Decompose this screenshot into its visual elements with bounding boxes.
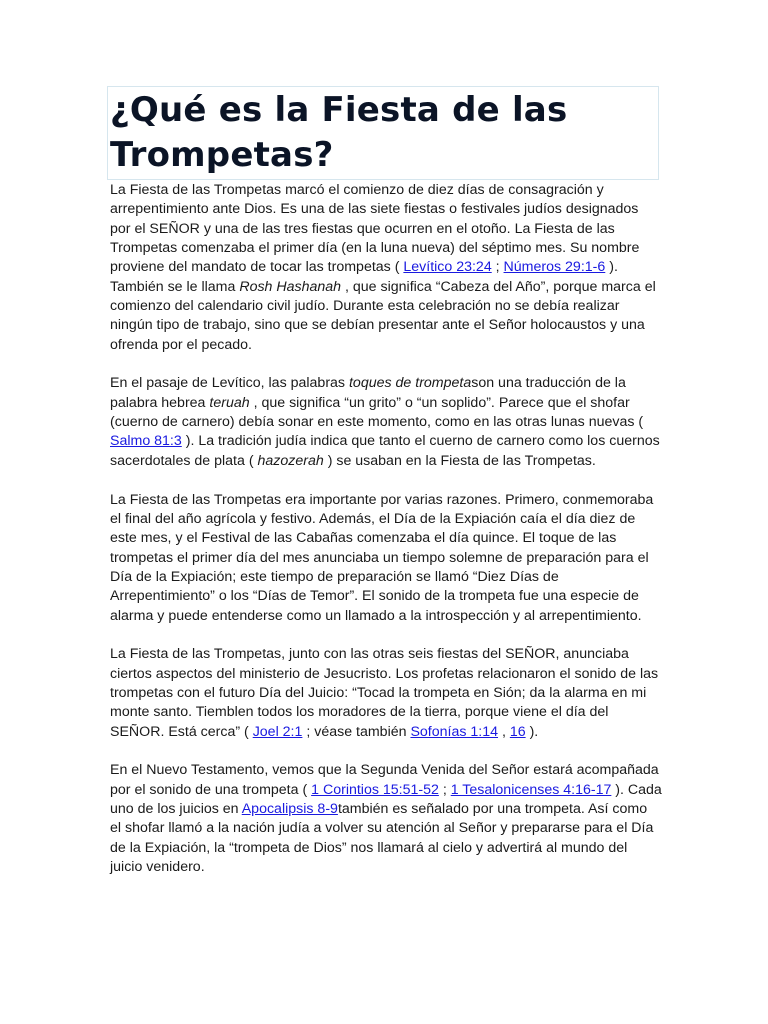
scripture-link-apocalipsis[interactable]: Apocalipsis 8-9 (241, 801, 338, 817)
article-body (110, 181, 662, 877)
paragraph-3 (110, 491, 662, 626)
paragraph-text: , que significa “Cabeza del Año”, porque marca el comienzo del calendario civil judío. Durante esta celebración no se debía realizar ningún tipo de trabajo, sino que se debían presentar ante el Señor holocaustos y una ofrenda por el pecado. (110, 278, 656, 353)
scripture-link-tesalonicenses[interactable]: 1 Tesalonicenses 4:16-17 (450, 781, 612, 798)
paragraph-text: La Fiesta de las Trompetas era importante por varias razones. Primero, conmemoraba el final del año agrícola y festivo. Además, el Día de la Expiación caía el día diez de este mes, y el Festival de las Cabañas comenzaba el día quince. El toque de las trompetas el primer día del mes anunciaba un tiempo solemne de preparación para el Día de la Expiación; este tiempo de preparación se llamó “Diez Días de Arrepentimiento” o los “Días de Temor”. El sonido de la trompeta fue una especie de alarma y puede entenderse como un llamado a la introspección y al arrepentimiento. (110, 491, 654, 624)
italic-term: Rosh Hashanah (239, 278, 342, 295)
paragraph-text: En el Nuevo Testamento, vemos que la Segunda Venida del Señor estará acompañada por el sonido de una trompeta ( (110, 762, 659, 798)
paragraph-text: ). Cada uno de los juicios en (110, 781, 662, 817)
italic-term: hazozerah (257, 452, 324, 469)
scripture-link-salmo[interactable]: Salmo 81:3 (110, 433, 182, 450)
paragraph-text: , (498, 723, 510, 740)
scripture-link-sofonias-16[interactable]: 16 (509, 723, 526, 740)
paragraph-text: La Fiesta de las Trompetas, junto con las otras seis fiestas del SEÑOR, anunciaba ciertos aspectos del ministerio de Jesucristo. Los profetas relacionaron el sonido de las trompetas con el futuro Día del Juicio: “Tocad la trompeta en Sión; da la alarma en mi monte santo. Tiemblen todos los moradores de la tierra, porque viene el día del SEÑOR. Está cerca” ( (110, 646, 659, 740)
paragraph-text: ; (491, 259, 504, 276)
paragraph-5 (110, 761, 662, 877)
paragraph-text: ). La tradición judía indica que tanto el cuerno de carnero como los cuernos sacerdotales de plata ( (110, 433, 660, 469)
paragraph-text: ; (438, 781, 451, 798)
paragraph-text: En el pasaje de Levítico, las palabras (110, 375, 349, 392)
paragraph-text: también es señalado por una trompeta. Así como el shofar llamó a la nación judía a volver su atención al Señor y prepararse para el Día de la Expiación, la “trompeta de Dios” nos llamará al cielo y advertirá al mundo del juicio venidero. (110, 801, 654, 876)
paragraph-4 (110, 645, 662, 742)
paragraph-text: , que significa “un grito” o “un soplido”. Parece que el shofar (cuerno de carnero) debía sonar en este momento, como en las otras lunas nuevas ( (110, 394, 644, 431)
paragraph-2 (110, 374, 662, 471)
paragraph-1 (110, 181, 662, 355)
scripture-link-levitico[interactable]: Levítico 23:24 (403, 259, 492, 276)
paragraph-text: La Fiesta de las Trompetas marcó el comienzo de diez días de consagración y arrepentimiento ante Dios. Es una de las siete fiestas o festivales judíos designados por el SEÑOR y una de las tres fiestas que ocurren en el otoño. La Fiesta de las Trompetas comenzaba el primer día (en la luna nueva) del séptimo mes. Su nombre proviene del mandato de tocar las trompetas ( (110, 182, 640, 276)
italic-term: teruah (209, 394, 250, 411)
paragraph-text: ) se usaban en la Fiesta de las Trompetas. (323, 452, 596, 469)
paragraph-text: ). También se le llama (110, 259, 618, 295)
italic-term: toques de trompeta (348, 375, 472, 392)
scripture-link-sofonias[interactable]: Sofonías 1:14 (410, 723, 499, 740)
paragraph-text: son una traducción de la palabra hebrea (110, 375, 626, 411)
paragraph-text: ). (525, 723, 539, 740)
scripture-link-joel[interactable]: Joel 2:1 (252, 723, 303, 740)
scripture-link-numeros[interactable]: Números 29:1-6 (503, 259, 606, 276)
page-title: ¿Qué es la Fiesta de las Trompetas? (110, 90, 568, 175)
paragraph-text: ; véase también (302, 723, 411, 740)
scripture-link-corintios[interactable]: 1 Corintios 15:51-52 (311, 781, 439, 798)
